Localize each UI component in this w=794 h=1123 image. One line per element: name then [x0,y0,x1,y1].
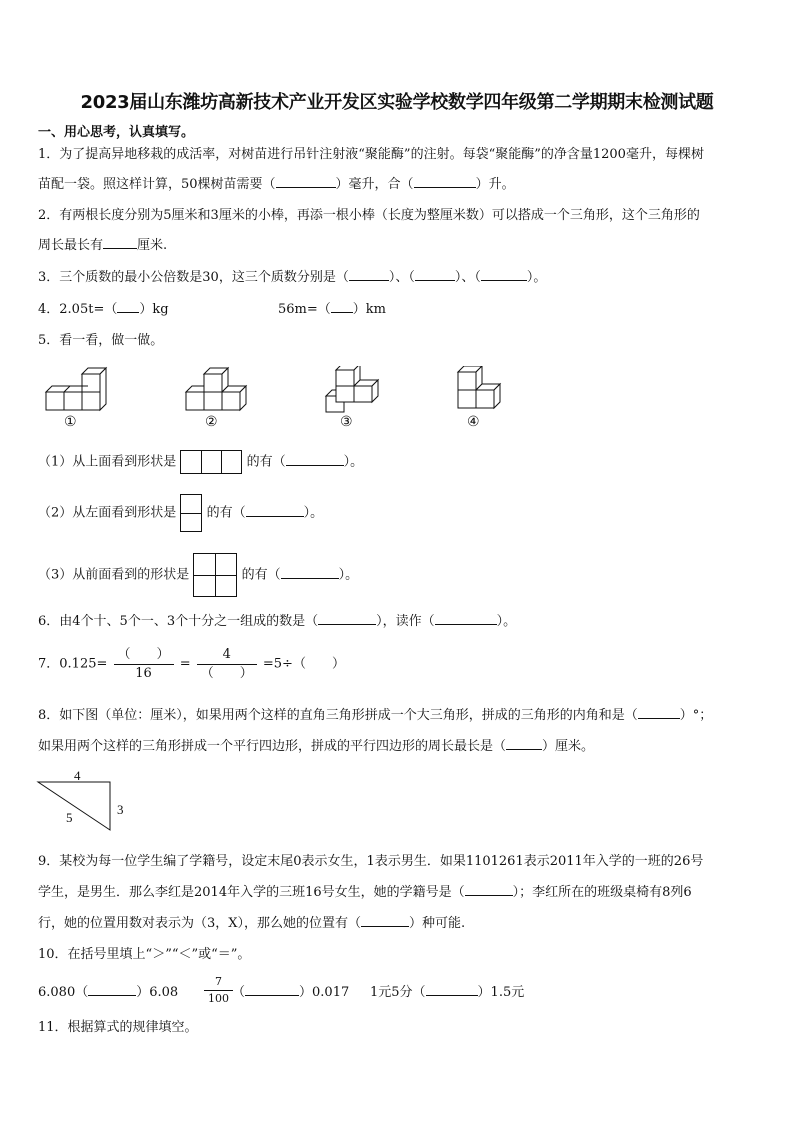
q8-line1: 8．如下图（单位：厘米），如果用两个这样的直角三角形拼成一个大三角形，拼成的三角形的内角和是（ ）°； [38,708,713,723]
side-view-shape [180,494,202,532]
cube-figures [40,366,510,436]
q6: 6．由4个十、5个一、3个十分之一组成的数是（ ），读作（ ）。 [38,614,517,629]
q10-fraction: $\frac{7}{100}$ [202,974,235,1007]
q10-stem: 10．在括号里填上“＞”“＜”或“＝”。 [38,947,251,962]
figure-label-2: ② [205,414,218,430]
page-title: 2023届山东潍坊高新技术产业开发区实验学校数学四年级第二学期期末检测试题 [80,92,714,113]
q1-line1: 1．为了提高异地移栽的成活率，对树苗进行吊针注射液“聚能酶”的注射。每袋“聚能酶”的净含量1200毫升，每棵树 [38,147,704,162]
q4: 4．2.05t=（ ）kg [38,302,169,317]
triangle-side-hypotenuse: 5 [66,810,73,825]
q10-item3: 1元5分（ ）1.5元 [370,985,525,1000]
q3: 3．三个质数的最小公倍数是30，这三个质数分别是（ ）、（ ）、（ ）。 [38,270,547,285]
triangle-side-top: 4 [74,768,81,783]
q5-sub2: （2）从左面看到形状是 的有（ ）。 [38,494,323,532]
q2-line1: 2．有两根长度分别为5厘米和3厘米的小棒，再添一根小棒（长度为整厘米数）可以搭成一个三角形，这个三角形的 [38,208,700,223]
figure-label-1: ① [64,414,77,430]
q9-line3: 行，她的位置用数对表示为（3，X），那么她的位置有（ ）种可能. [38,916,466,931]
q10-item1: 6.080（ ）6.08 [38,985,179,1000]
q4-part2: 56m=（ ）km [278,302,386,317]
section-heading: 一、用心思考，认真填写。 [38,125,195,140]
cube-figure-1 [46,368,106,410]
q5-stem: 5．看一看，做一做。 [38,333,164,348]
q1-line2: 苗配一袋。照这样计算，50棵树苗需要（ ）毫升，合（ ）升。 [38,177,515,192]
top-view-shape [180,450,242,474]
q5-sub3: （3）从前面看到的形状是 的有（ ）。 [38,553,358,597]
q8-line2: 如果用两个这样的三角形拼成一个平行四边形，拼成的平行四边形的周长最长是（ ）厘米。 [38,739,595,754]
q5-sub1: （1）从上面看到形状是 的有（ ）。 [38,450,363,474]
q9-line1: 9．某校为每一位学生编了学籍号，设定末尾0表示女生，1表示男生．如果1101261表示2011年入学的一班的26号 [38,854,704,869]
q11: 11．根据算式的规律填空。 [38,1020,198,1035]
cube-figure-3 [326,366,378,412]
triangle-side-right: 3 [117,802,124,817]
cube-figure-2 [186,368,246,410]
q7: 7．0.125= $\frac{( )}{16}$ = $\frac{4}{( )}$ =5÷（ ） [38,647,345,681]
front-view-shape [193,553,237,597]
q10-item2: （ ）0.017 [232,985,350,1000]
right-triangle-figure [36,764,136,834]
fraction-2: $\frac{4}{( )}$ [197,646,257,683]
figure-label-3: ③ [340,414,353,430]
cube-figure-4 [458,366,500,408]
figure-label-4: ④ [467,414,480,430]
q9-line2: 学生，是男生．那么李红是2014年入学的三班16号女生，她的学籍号是（ ）；李红所在的班级桌椅有8列6 [38,885,692,900]
fraction-1: $\frac{( )}{16}$ [114,646,174,683]
q2-line2: 周长最长有 厘米. [38,238,168,253]
